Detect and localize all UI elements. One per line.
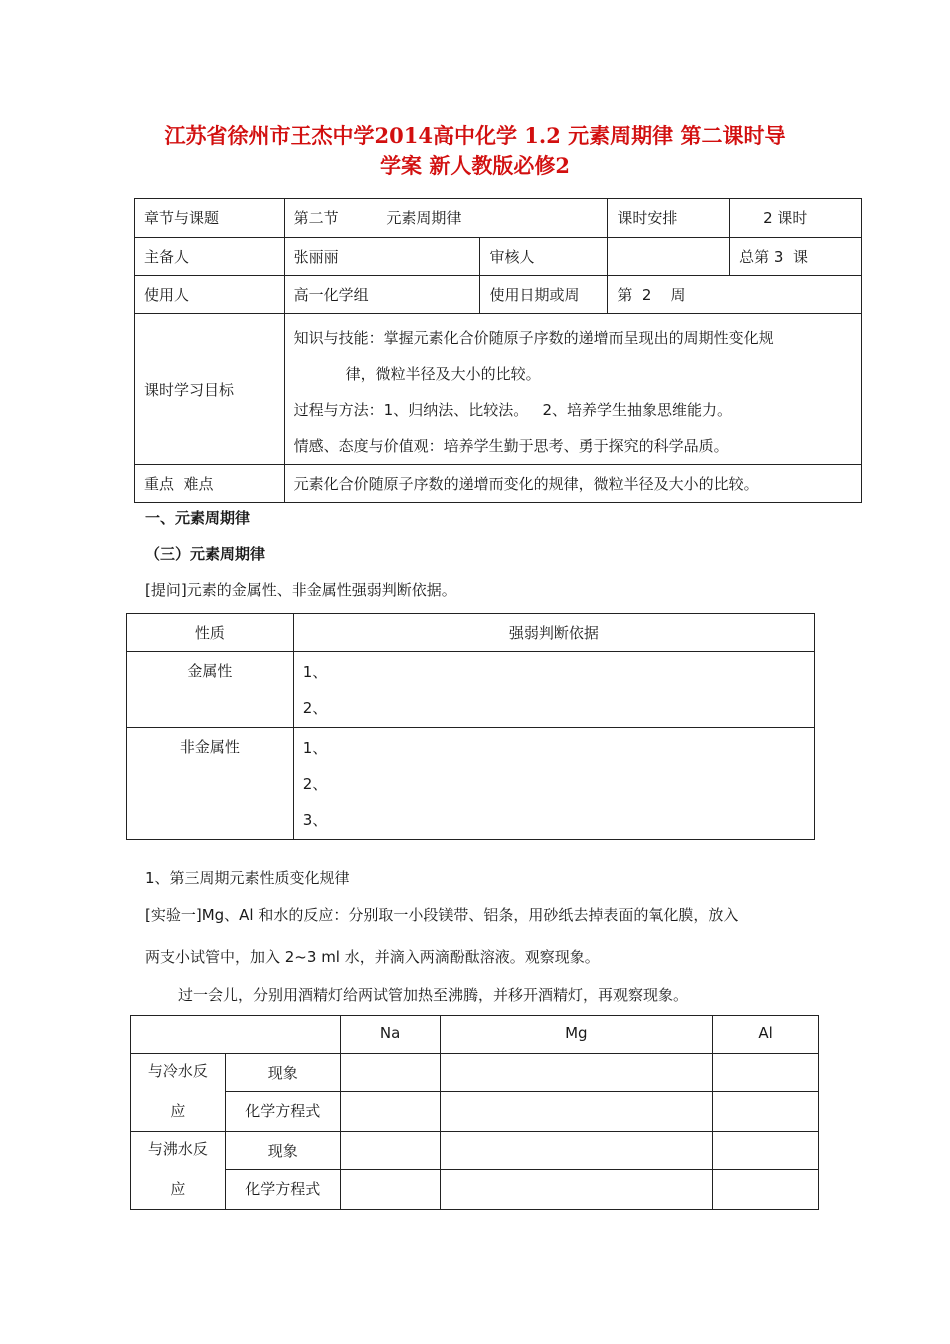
nonmetal-label: 非金属性 <box>179 738 240 756</box>
reviewer-label-cell <box>480 238 608 276</box>
hot-water-label-line2: 应 <box>170 1180 186 1198</box>
corner-cell <box>131 1016 341 1054</box>
nonmetal-item-2: 2、 <box>302 775 328 793</box>
hot-equation-label: 化学方程式 <box>245 1180 321 1198</box>
cold-phenomenon-label: 现象 <box>267 1064 298 1082</box>
date-value: 第 2 周 <box>617 286 686 304</box>
goal-knowledge-line2: 律，微粒半径及大小的比较。 <box>345 365 541 383</box>
header-mg-cell <box>440 1016 713 1054</box>
focus-value: 元素化合价随原子序数的递增而变化的规律，微粒半径及大小的比较。 <box>293 475 759 493</box>
header-al: Al <box>758 1024 773 1042</box>
reviewer-label: 审核人 <box>489 248 535 266</box>
total-value: 总第 3 课 <box>739 248 808 266</box>
hot-water-label-line1: 与沸水反 <box>147 1140 208 1158</box>
date-label-cell <box>480 276 608 314</box>
property-header: 性质 <box>194 624 225 642</box>
hot-equation-mg <box>440 1170 713 1210</box>
chapter-label-cell <box>135 199 285 238</box>
hot-equation-cell <box>225 1170 340 1210</box>
property-table <box>126 613 815 840</box>
nonmetal-label-cell <box>127 728 294 840</box>
user-label-cell <box>135 276 285 314</box>
user-label: 使用人 <box>144 286 190 304</box>
schedule-label-cell <box>608 199 730 238</box>
reaction-table <box>130 1015 819 1210</box>
paragraph-title: 1、第三周期元素性质变化规律 <box>145 869 350 887</box>
reviewer-value <box>608 238 729 246</box>
cold-water-label-line2: 应 <box>170 1102 186 1120</box>
cold-phenomenon-al <box>713 1054 819 1092</box>
nonmetal-criteria-cell <box>293 728 814 840</box>
goal-knowledge-line1: 知识与技能：掌握元素化合价随原子序数的递增而呈现出的周期性变化规 <box>293 329 774 347</box>
experiment-line1: [实验一]Mg、Al 和水的反应：分别取一小段镁带、铝条，用砂纸去掉表面的氧化膜，放入 <box>145 906 739 924</box>
reviewer-value-cell <box>608 238 730 276</box>
goals-label: 课时学习目标 <box>144 380 235 399</box>
cold-phenomenon-na <box>340 1054 440 1092</box>
chapter-value: 第二节 元素周期律 <box>293 209 462 227</box>
focus-label: 重点 难点 <box>144 475 214 493</box>
property-header-cell <box>127 614 294 652</box>
cold-equation-label: 化学方程式 <box>245 1102 321 1120</box>
preparer-label-cell <box>135 238 285 276</box>
goal-process: 过程与方法：1、归纳法、比较法。 2、培养学生抽象思维能力。 <box>293 401 733 419</box>
preparer-value-cell <box>284 238 480 276</box>
metal-label-cell <box>127 652 294 728</box>
date-label: 使用日期或周 <box>489 286 580 304</box>
header-al-cell <box>713 1016 819 1054</box>
total-value-cell <box>730 238 862 276</box>
metal-item-2: 2、 <box>302 699 328 717</box>
metal-item-1: 1、 <box>302 663 328 681</box>
metal-label: 金属性 <box>187 662 233 680</box>
hot-phenomenon-al <box>713 1132 819 1170</box>
nonmetal-item-3: 3、 <box>302 811 328 829</box>
hot-phenomenon-mg <box>440 1132 713 1170</box>
section-heading-1: 一、元素周期律 <box>145 509 251 527</box>
schedule-value: 2 课时 <box>763 209 808 227</box>
preparer-label: 主备人 <box>144 248 190 266</box>
cold-equation-na <box>340 1092 440 1132</box>
nonmetal-item-1: 1、 <box>302 739 328 757</box>
goals-label-cell <box>135 314 285 465</box>
schedule-label: 课时安排 <box>617 209 678 227</box>
chapter-value-cell <box>284 199 608 238</box>
hot-phenomenon-cell <box>225 1132 340 1170</box>
date-value-cell <box>608 276 862 314</box>
cold-equation-cell <box>225 1092 340 1132</box>
header-mg: Mg <box>565 1024 588 1042</box>
goals-value-cell <box>284 314 861 465</box>
document-title-line2: 学案 新人教版必修2 <box>380 153 570 178</box>
user-value-cell <box>284 276 480 314</box>
hot-phenomenon-label: 现象 <box>267 1142 298 1160</box>
course-info-table <box>134 198 862 503</box>
metal-criteria-cell <box>293 652 814 728</box>
hot-phenomenon-na <box>340 1132 440 1170</box>
cold-water-label-line1: 与冷水反 <box>147 1062 208 1080</box>
section-heading-2: （三）元素周期律 <box>145 545 266 563</box>
header-na: Na <box>379 1024 401 1042</box>
focus-label-cell <box>135 465 285 503</box>
experiment-line2: 两支小试管中，加入 2~3 ml 水，并滴入两滴酚酞溶液。观察现象。 <box>145 948 600 966</box>
preparer-value: 张丽丽 <box>293 248 339 266</box>
cold-phenomenon-cell <box>225 1054 340 1092</box>
user-value: 高一化学组 <box>293 286 369 304</box>
goal-emotion: 情感、态度与价值观：培养学生勤于思考、勇于探究的科学品质。 <box>293 437 729 455</box>
schedule-value-cell <box>730 199 862 238</box>
hot-equation-na <box>340 1170 440 1210</box>
criteria-header: 强弱判断依据 <box>508 624 599 642</box>
criteria-header-cell <box>293 614 814 652</box>
header-na-cell <box>340 1016 440 1054</box>
chapter-label: 章节与课题 <box>144 209 220 227</box>
cold-equation-mg <box>440 1092 713 1132</box>
cold-water-label-cell <box>131 1054 226 1132</box>
experiment-line3: 过一会儿，分别用酒精灯给两试管加热至沸腾，并移开酒精灯，再观察现象。 <box>178 986 689 1004</box>
cold-phenomenon-mg <box>440 1054 713 1092</box>
question-text: [提问]元素的金属性、非金属性强弱判断依据。 <box>145 581 457 599</box>
hot-water-label-cell <box>131 1132 226 1210</box>
focus-value-cell <box>284 465 861 503</box>
hot-equation-al <box>713 1170 819 1210</box>
document-title-line1: 江苏省徐州市王杰中学2014高中化学 1.2 元素周期律 第二课时导 <box>164 123 786 148</box>
cold-equation-al <box>713 1092 819 1132</box>
